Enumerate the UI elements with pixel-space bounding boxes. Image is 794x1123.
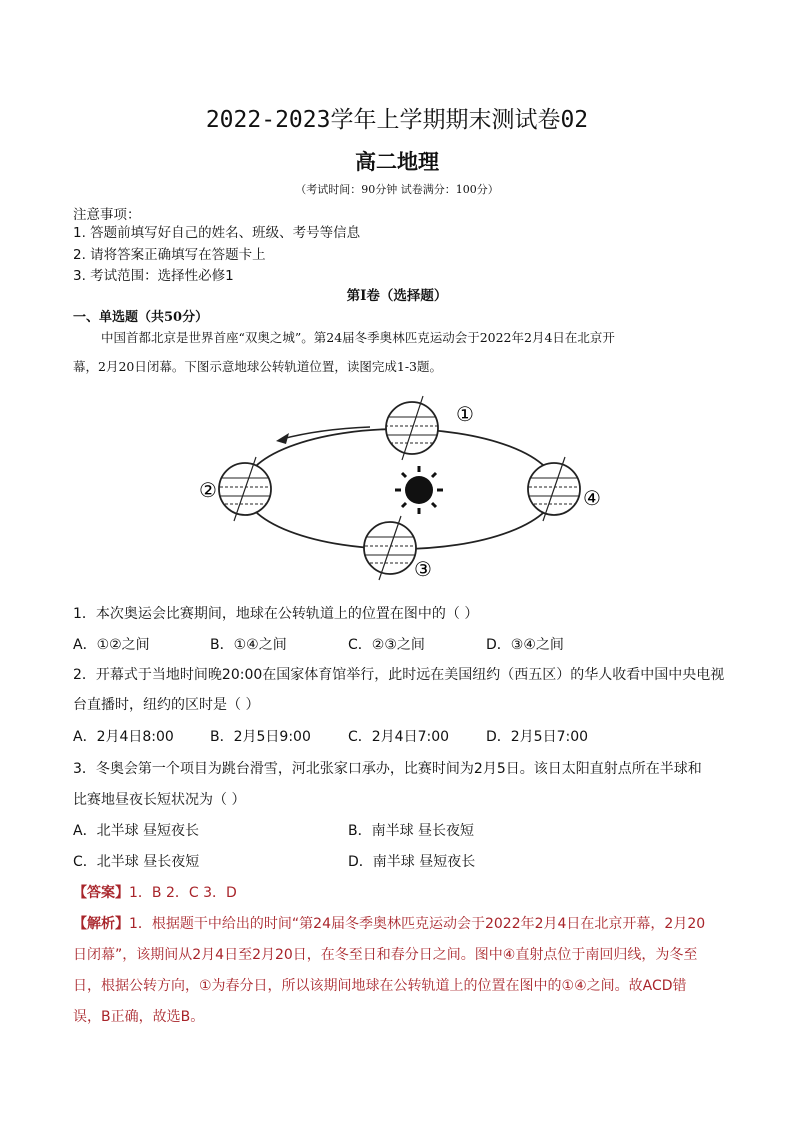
question-1-stem: 1．本次奥运会比赛期间，地球在公转轨道上的位置在图中的（ ）	[73, 606, 479, 622]
q1-option-d: D．③④之间	[486, 637, 564, 653]
q3-option-c: C．北半球 昼长夜短	[73, 854, 200, 870]
note-item-3: 3. 考试范围：选择性必修1	[73, 268, 234, 284]
q3-option-d: D．南半球 昼短夜长	[348, 854, 476, 870]
question-3-stem-line-2: 比赛地昼夜长短状况为（ ）	[73, 792, 246, 808]
note-item-2: 2. 请将答案正确填写在答题卡上	[73, 247, 266, 263]
earth-position-3	[360, 516, 420, 580]
question-2-stem-line-1: 2．开幕式于当地时间晚20:00在国家体育馆举行，此时远在美国纽约（西五区）的华人收看中国中央电视	[73, 667, 725, 683]
answer-label: 【答案】	[73, 885, 129, 901]
analysis-label: 【解析】	[73, 916, 129, 932]
label-4: ④	[583, 486, 601, 510]
label-3: ③	[414, 557, 432, 581]
earth-orbit-diagram	[190, 393, 610, 583]
analysis-line-4: 误，B正确，故选B。	[73, 1009, 205, 1025]
question-3-stem-line-1: 3．冬奥会第一个项目为跳台滑雪，河北张家口承办，比赛时间为2月5日。该日太阳直射点所在半球和	[73, 761, 702, 777]
question-2-stem-line-2: 台直播时，纽约的区时是（ ）	[73, 697, 260, 713]
subject-title: 高二地理	[355, 150, 439, 174]
earth-position-4	[524, 457, 584, 521]
q2-option-d: D．2月5日7:00	[486, 729, 589, 745]
answer-text: 1．B 2．C 3．D	[129, 885, 237, 901]
part-heading: 一、单选题（共50分）	[73, 310, 209, 325]
answer-block	[73, 882, 237, 902]
passage-line-2: 幕，2月20日闭幕。下图示意地球公转轨道位置，读图完成1-3题。	[73, 359, 442, 374]
section-title: 第I卷（选择题）	[346, 288, 448, 304]
earth-position-1	[380, 396, 444, 460]
revolution-direction-arrow	[282, 427, 370, 439]
analysis-line-3: 日，根据公转方向，①为春分日，所以该期间地球在公转轨道上的位置在图中的①④之间。故ACD错	[73, 978, 687, 994]
label-1: ①	[456, 402, 474, 426]
notes-heading: 注意事项：	[73, 207, 141, 223]
sun-icon	[395, 466, 443, 514]
earth-position-2	[215, 457, 275, 521]
exam-info: （考试时间：90分钟 试卷满分：100分）	[295, 183, 499, 196]
q1-option-a: A．①②之间	[73, 637, 150, 653]
q1-option-b: B．①④之间	[210, 637, 287, 653]
label-2: ②	[199, 478, 217, 502]
q3-option-a: A．北半球 昼短夜长	[73, 823, 200, 839]
note-item-1: 1. 答题前填写好自己的姓名、班级、考号等信息	[73, 225, 361, 241]
passage-line-1: 中国首都北京是世界首座“双奥之城”。第24届冬季奥林匹克运动会于2022年2月4日在北京开	[101, 330, 615, 345]
q3-option-b: B．南半球 昼长夜短	[348, 823, 475, 839]
q2-option-c: C．2月4日7:00	[348, 729, 450, 745]
analysis-line-1	[73, 913, 705, 933]
analysis-text-1: 1．根据题干中给出的时间“第24届冬季奥林匹克运动会于2022年2月4日在北京开幕，2月20	[129, 916, 706, 932]
q1-option-c: C．②③之间	[348, 637, 425, 653]
exam-title: 2022-2023学年上学期期末测试卷02	[205, 107, 589, 133]
analysis-line-2: 日闭幕”，该期间从2月4日至2月20日，在冬至日和春分日之间。图中④直射点位于南回归线，为冬至	[73, 947, 698, 963]
q2-option-b: B．2月5日9:00	[210, 729, 311, 745]
q2-option-a: A．2月4日8:00	[73, 729, 174, 745]
